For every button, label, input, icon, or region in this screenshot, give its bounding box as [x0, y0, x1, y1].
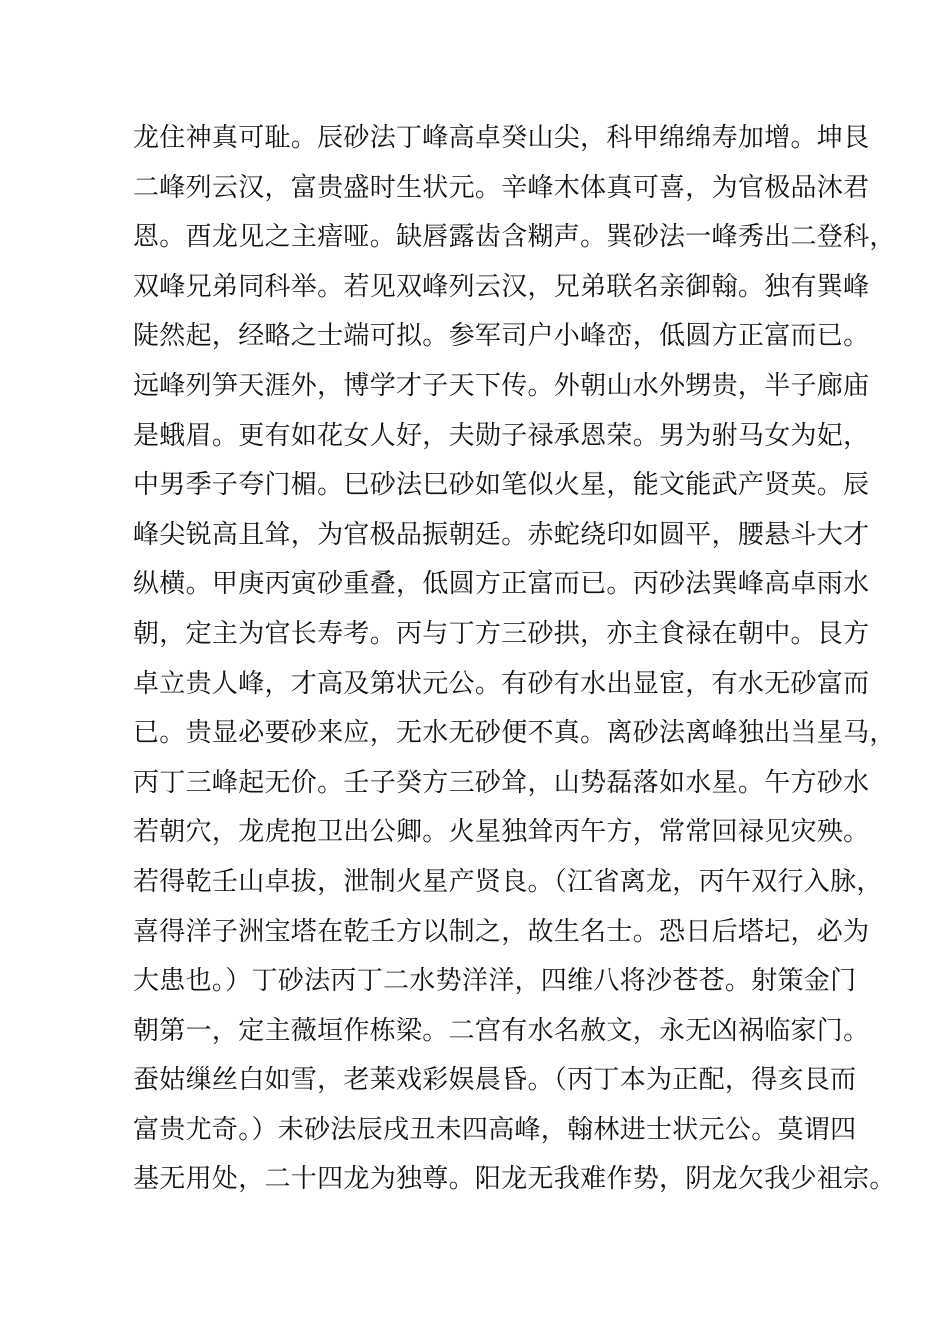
text-line: 富贵尤奇。）未砂法辰戌丑未四高峰，翰林进士状元公。莫谓四 — [133, 1114, 857, 1145]
text-line: 卓立贵人峰，才高及第状元公。有砂有水出显宦，有水无砂富而 — [133, 668, 870, 699]
text-line: 远峰列笋天涯外，博学才子天下传。外朝山水外甥贵，半子廊庙 — [133, 370, 870, 401]
text-line: 若朝穴，龙虎抱卫出公卿。火星独耸丙午方，常常回禄见灾殃。 — [133, 817, 870, 848]
text-line: 是蛾眉。更有如花女人好，夫勋子禄承恩荣。男为驸马女为妃， — [133, 420, 870, 451]
text-line: 峰尖锐高且耸，为官极品振朝廷。赤蛇绕印如圆平，腰悬斗大才 — [133, 519, 870, 550]
text-line: 陡然起，经略之士端可拟。参军司户小峰峦，低圆方正富而已。 — [133, 321, 870, 352]
text-line: 纵横。甲庚丙寅砂重叠，低圆方正富而已。丙砂法巽峰高卓雨水 — [133, 569, 870, 600]
text-line: 龙住神真可耻。辰砂法丁峰高卓癸山尖，科甲绵绵寿加增。坤艮 — [133, 123, 870, 153]
text-line: 中男季子夸门楣。巳砂法巳砂如笔似火星，能文能武产贤英。辰 — [133, 470, 870, 501]
text-line: 已。贵显必要砂来应，无水无砂便不真。离砂法离峰独出当星马， — [133, 718, 896, 749]
text-line: 喜得洋子洲宝塔在乾壬方以制之，故生名士。恐日后塔圮，必为 — [133, 916, 870, 947]
text-line: 恩。酉龙见之主瘖哑。缺唇露齿含糊声。巽砂法一峰秀出二登科， — [133, 222, 896, 253]
text-line: 蚕姑缫丝白如雪，老莱戏彩娱晨昏。（丙丁本为正配，得亥艮而 — [133, 1065, 857, 1096]
text-line: 朝，定主为官长寿考。丙与丁方三砂拱，亦主食禄在朝中。艮方 — [133, 618, 870, 649]
text-line: 双峰兄弟同科举。若见双峰列云汉，兄弟联名亲御翰。独有巽峰 — [133, 271, 870, 302]
body-text — [133, 114, 896, 1205]
text-line: 二峰列云汉，富贵盛时生状元。辛峰木体真可喜，为官极品沐君 — [133, 172, 870, 203]
text-line: 朝第一，定主薇垣作栋梁。二宫有水名赦文，永无凶祸临家门。 — [133, 1015, 870, 1046]
text-line: 丙丁三峰起无价。壬子癸方三砂耸，山势磊落如水星。午方砂水 — [133, 767, 870, 798]
text-line: 基无用处，二十四龙为独尊。阳龙无我难作势，阴龙欠我少祖宗。 — [133, 1164, 896, 1195]
text-line: 若得乾壬山卓拔，泄制火星产贤良。（江省离龙，丙午双行入脉， — [133, 866, 883, 897]
text-line: 大患也。）丁砂法丙丁二水势洋洋，四维八将沙苍苍。射策金门 — [133, 966, 857, 997]
